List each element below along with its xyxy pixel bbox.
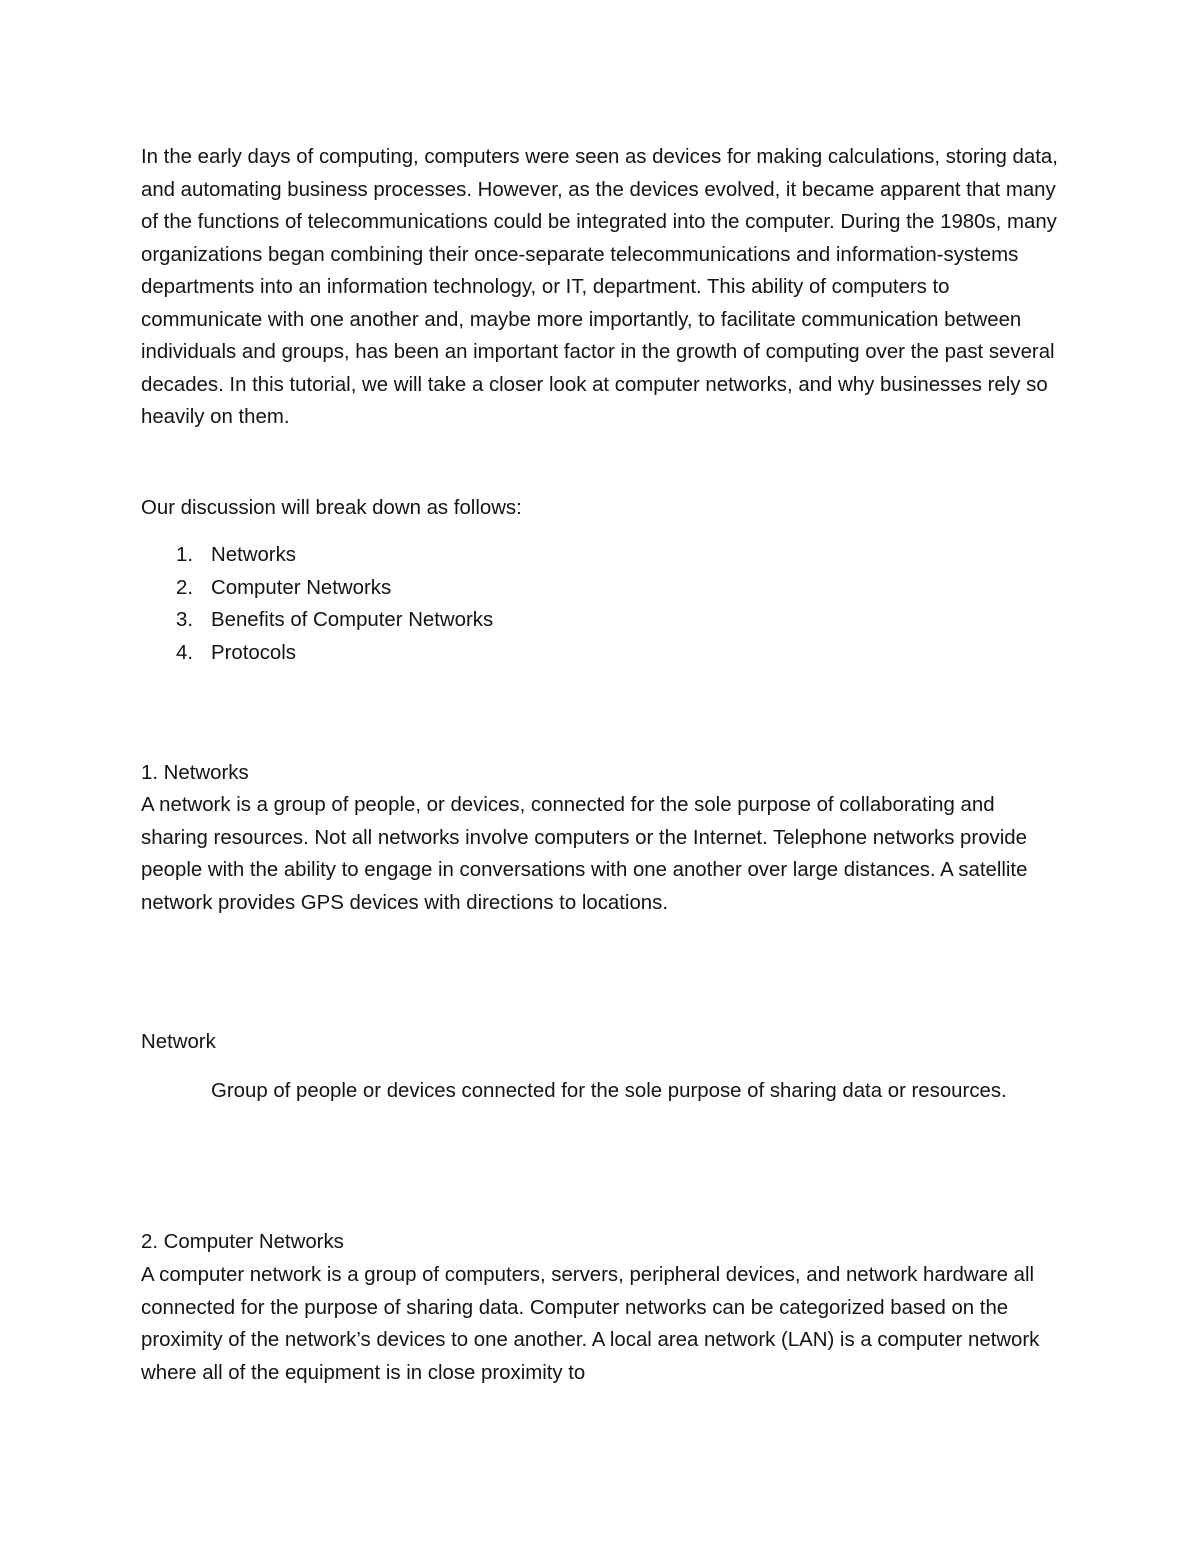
section-networks-heading: 1. Networks <box>141 762 249 784</box>
outline-item-number: 3. <box>176 609 194 631</box>
outline-item <box>141 572 941 605</box>
outline-item <box>141 604 941 637</box>
outline-item-label: Benefits of Computer Networks <box>211 609 494 631</box>
outline-item <box>141 637 941 670</box>
outline-lead: Our discussion will break down as follows: <box>141 497 522 519</box>
definition-term: Network <box>141 1031 216 1053</box>
definition-text: Group of people or devices connected for the sole purpose of sharing data or resources. <box>211 1080 1007 1102</box>
intro-paragraph: In the early days of computing, computers were seen as devices for making calculations, storing data, and automating business processes. However, as the devices evolved, it became apparent that many of the functions of telecommunications could be integrated into the computer. During the 1980s, many organizations began combining their once-separate telecommunications and information-systems departments into an information technology, or IT, department. This ability of computers to communicate with one another and, maybe more importantly, to facilitate communication between individuals and groups, has been an important factor in the growth of computing over the past several decades. In this tutorial, we will take a closer look at computer networks, and why businesses rely so heavily on them. <box>141 146 1058 428</box>
section-computer-networks-paragraph: A computer network is a group of computers, servers, peripheral devices, and network hardware all connected for the purpose of sharing data. Computer networks can be categorized based on the proximity of the network’s devices to one another. A local area network (LAN) is a computer network where all of the equipment is in close proximity to <box>141 1264 1040 1384</box>
outline-list <box>141 539 941 669</box>
section-networks-paragraph: A network is a group of people, or devices, connected for the sole purpose of collaborating and sharing resources. Not all networks involve computers or the Internet. Telephone networks provide people with the ability to engage in conversations with one another over large distances. A satellite network provides GPS devices with directions to locations. <box>141 794 1028 914</box>
outline-item-number: 2. <box>176 576 194 599</box>
section-computer-networks-heading: 2. Computer Networks <box>141 1231 344 1253</box>
outline-item-label: Computer Networks <box>211 576 392 599</box>
outline-item-number: 4. <box>176 641 194 664</box>
outline-item <box>141 539 941 572</box>
outline-item-number: 1. <box>176 544 194 566</box>
outline-item-label: Networks <box>211 544 296 566</box>
outline-item-label: Protocols <box>211 641 296 664</box>
